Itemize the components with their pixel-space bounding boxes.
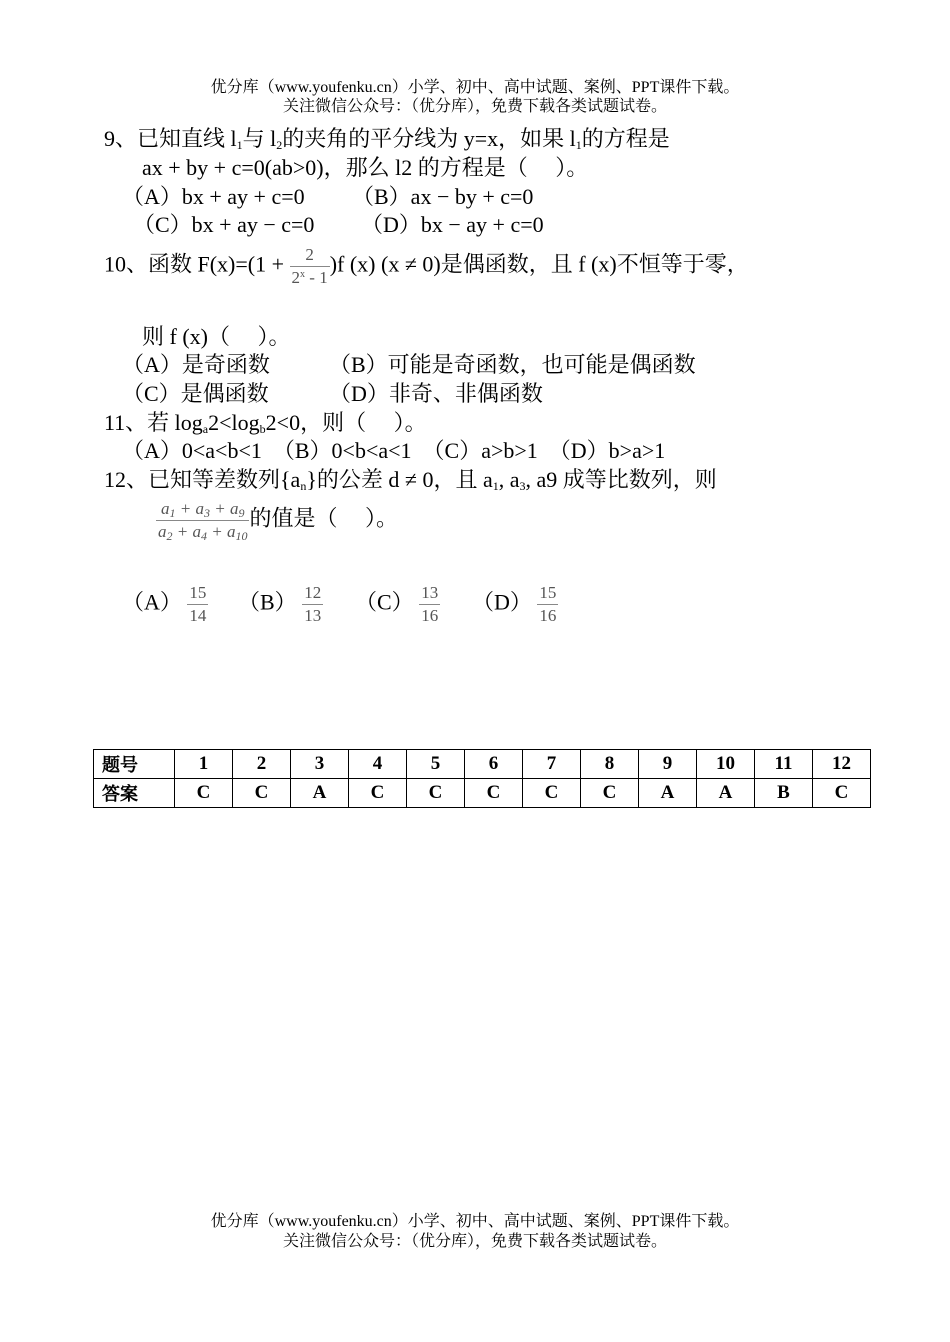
answer-cell: B [755,779,813,808]
q12-den-s2: 4 [200,529,207,543]
q11-sub-b: b [259,422,266,436]
q12-option-a-label: （A） [122,589,182,615]
q12-expression-line [156,498,398,543]
q9-option-b: （B）ax − by + c=0 [352,184,534,209]
q10-line-1 [104,244,749,289]
q10-option-c: （C）是偶函数 [122,381,269,406]
q10-den-base: 2 [291,268,301,287]
question-number-cell: 2 [233,750,291,779]
q12-option-a-den: 14 [189,606,207,625]
question-number-cell: 1 [175,750,233,779]
q10-fraction [290,244,330,289]
q11-options: （A）0<a<b<1 （B）0<b<a<1 （C）a>b>1 （D）b>a>1 [122,438,666,463]
q9-tail: 的方程是 [581,126,670,151]
q12-option-b-fraction [302,582,323,627]
answer-table-number-row [94,750,871,779]
answer-cell: C [581,779,639,808]
question-number-cell: 5 [407,750,465,779]
q12-after: 的值是（ ）。 [249,505,398,531]
q12-sub-n: n [300,479,307,493]
answer-cell: C [465,779,523,808]
answer-cell: C [407,779,465,808]
question-number-cell: 12 [813,750,871,779]
question-number-cell: 4 [349,750,407,779]
q12-option-d-num: 15 [537,582,558,605]
question-number-cell: 8 [581,750,639,779]
q9-mid2: 的夹角的平分线为 y=x，如果 l [282,126,576,151]
answer-cell: C [813,779,871,808]
q12-option-c-fraction [419,582,440,627]
q9-lead: 9、已知直线 l [104,126,237,151]
q12-option-d [472,582,558,627]
q12-mid1: }的公差 d ≠ 0，且 a [306,467,493,492]
q10-option-a: （A）是奇函数 [122,352,270,377]
q12-ratio-fraction [156,498,249,543]
answer-cell: A [639,779,697,808]
q10-den-tail: - 1 [305,268,328,287]
q12-den-p2: + a [206,522,236,541]
q10-fraction-numerator: 2 [290,244,330,267]
q12-den-s3: 10 [235,529,248,543]
q10-option-d: （D）非奇、非偶函数 [329,381,543,406]
q11-mid: 2<log [208,410,260,435]
header-line-1: 优分库（www.youfenku.cn）小学、初中、高中试题、案例、PPT课件下载。 [210,79,740,96]
answer-cell: C [175,779,233,808]
q9-option-a: （A）bx + ay + c=0 [122,184,305,209]
q12-num-s2: 3 [203,506,210,520]
answer-table-answer-row [94,779,871,808]
q12-option-c [355,582,440,627]
q12-ratio-denominator [156,521,249,543]
footer-line-1: 优分库（www.youfenku.cn）小学、初中、高中试题、案例、PPT课件下载。 [210,1213,740,1230]
q10-fraction-denominator [290,267,330,289]
q12-option-b-label: （B） [238,589,297,615]
q10-lead: 10、函数 F(x)=(1 + [104,251,285,277]
q12-option-c-num: 13 [419,582,440,605]
answer-table [93,749,871,808]
q9-sub1: 1 [236,138,243,152]
q12-den-p1: + a [172,522,201,541]
question-number-cell: 6 [465,750,523,779]
q11-lead: 11、若 log [104,410,203,435]
q12-option-c-label: （C） [355,589,414,615]
q9-option-c: （C）bx + ay − c=0 [133,212,315,237]
q12-num-s3: 9 [238,506,245,520]
q12-option-a-num: 15 [187,582,208,605]
q9-sub2: 2 [276,138,283,152]
answer-cell: C [233,779,291,808]
q12-mid2: , a [498,467,520,492]
q10-line-2: 则 f (x)（ ）。 [142,324,291,349]
q12-option-a-fraction [187,582,208,627]
answer-cell: A [291,779,349,808]
question-number-cell: 10 [697,750,755,779]
q12-option-b-num: 12 [302,582,323,605]
q12-option-d-fraction [537,582,558,627]
q12-option-d-den: 16 [539,606,557,625]
q12-num-p1: + a [175,499,204,518]
question-number-cell: 11 [755,750,813,779]
q12-option-b-den: 13 [304,606,322,625]
q12-sub-1: 1 [492,479,499,493]
q12-option-d-label: （D） [472,589,532,615]
q11-line-1 [104,410,427,436]
question-number-cell: 7 [523,750,581,779]
q12-sub-3: 3 [519,479,526,493]
q12-ratio-numerator [156,498,249,521]
q12-den-s1: 2 [166,529,173,543]
q9-option-d: （D）bx − ay + c=0 [361,212,544,237]
q10-tail: )f (x) (x ≠ 0)是偶函数，且 f (x)不恒等于零， [329,251,749,277]
answer-cell: C [523,779,581,808]
question-number-cell: 9 [639,750,697,779]
q12-num-a: a [161,499,170,518]
question-number-cell: 3 [291,750,349,779]
q12-num-p2: + a [209,499,239,518]
q9-sub3: 1 [575,138,582,152]
q11-tail: 2<0，则（ ）。 [265,410,427,435]
q12-option-b [238,582,323,627]
q12-option-a [122,582,208,627]
q12-tail: , a9 成等比数列，则 [525,467,717,492]
q10-den-exp: x [300,269,306,280]
q11-sub-a: a [202,422,209,436]
number-row-label: 题号 [94,750,175,779]
footer-line-2: 关注微信公众号：（优分库），免费下载各类试题试卷。 [282,1233,667,1250]
q10-option-b: （B）可能是奇函数，也可能是偶函数 [329,352,696,377]
answer-cell: A [697,779,755,808]
q12-option-c-den: 16 [421,606,439,625]
answer-row-label: 答案 [94,779,175,808]
q9-line-2: ax + by + c=0(ab>0)，那么 l2 的方程是（ ）。 [142,155,589,180]
answer-cell: C [349,779,407,808]
header-line-2: 关注微信公众号：（优分库），免费下载各类试题试卷。 [282,98,667,115]
q9-line-1 [104,126,670,152]
q12-lead: 12、已知等差数列{a [104,467,301,492]
q9-mid1: 与 l [242,126,277,151]
q12-line-1 [104,467,717,493]
q12-num-s1: 1 [169,506,176,520]
q12-den-a: a [158,522,167,541]
